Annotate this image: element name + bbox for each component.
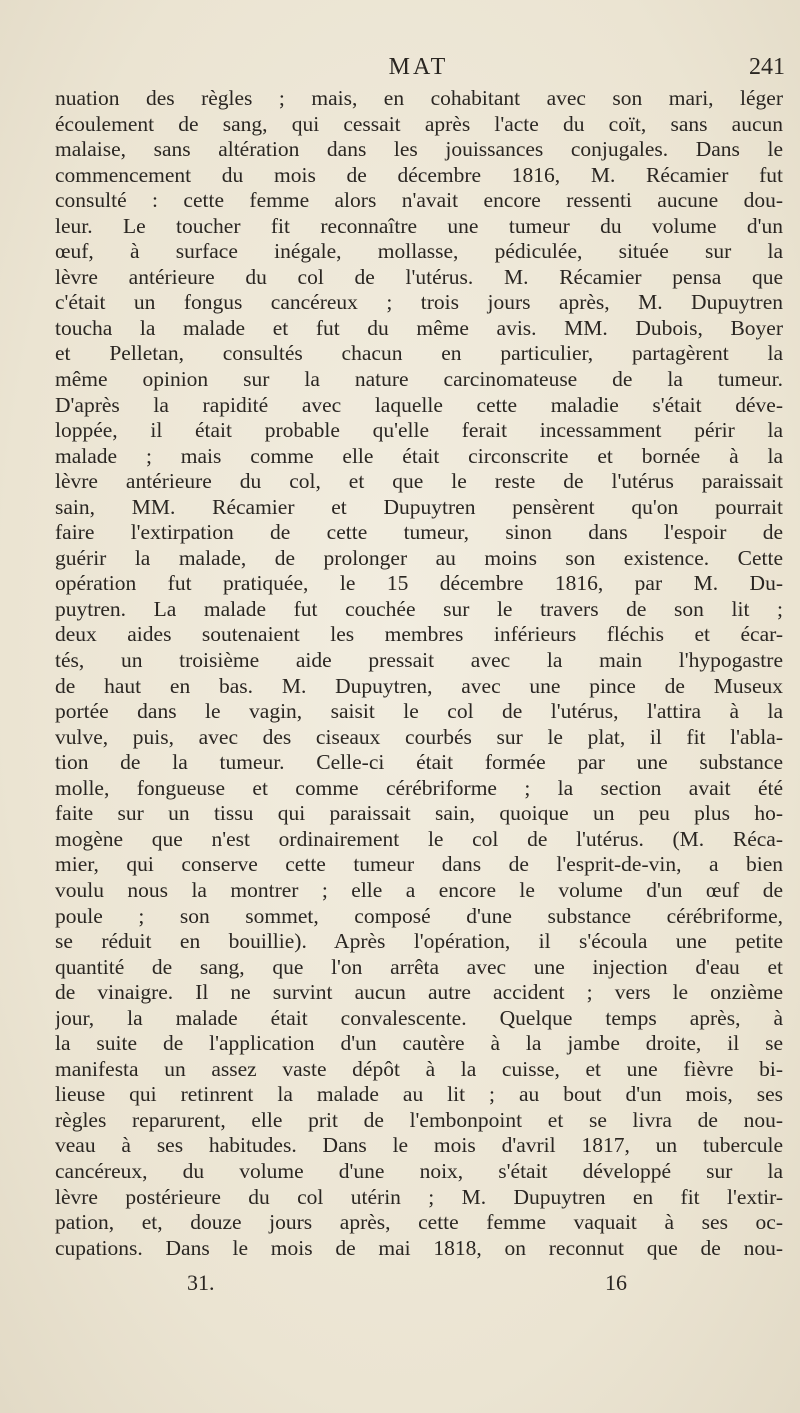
text-line: tés, un troisième aide pressait avec la main l'hypogastre [55, 648, 783, 673]
text-line: sain, MM. Récamier et Dupuytren pensèrent qu'on pourrait [55, 494, 783, 519]
running-title: MAT [388, 54, 449, 80]
text-line: mogène que n'est ordinairement le col de l'utérus. (M. Réca- [55, 826, 783, 851]
text-line: de haut en bas. M. Dupuytren, avec une pince de Museux [55, 673, 783, 698]
text-line: œuf, à surface inégale, mollasse, pédiculée, située sur la [55, 239, 783, 264]
text-line: règles reparurent, elle prit de l'embonpoint et se livra de nou- [55, 1107, 783, 1132]
text-line: nuation des règles ; mais, en cohabitant avec son mari, léger [55, 86, 783, 110]
body-text [55, 86, 783, 1261]
page-footer [55, 1268, 783, 1302]
text-line: lèvre antérieure du col de l'utérus. M. Récamier pensa que [55, 264, 783, 289]
text-line: D'après la rapidité avec laquelle cette maladie s'était déve- [55, 392, 783, 417]
text-line: faite sur un tissu qui paraissait sain, quoique un peu plus ho- [55, 801, 783, 826]
text-line: même opinion sur la nature carcinomateuse de la tumeur. [55, 367, 783, 392]
text-line: commencement du mois de décembre 1816, M. Récamier fut [55, 162, 783, 187]
text-line: mier, qui conserve cette tumeur dans de l'esprit-de-vin, a bien [55, 852, 783, 877]
text-line: et Pelletan, consultés chacun en particulier, partagèrent la [55, 341, 783, 366]
page-number: 241 [749, 54, 785, 80]
text-line: tion de la tumeur. Celle-ci était formée par une substance [55, 750, 783, 775]
signature-mark: 16 [605, 1270, 627, 1295]
text-line: cancéreux, du volume d'une noix, s'était développé sur la [55, 1158, 783, 1183]
text-line: faire l'extirpation de cette tumeur, sinon dans l'espoir de [55, 520, 783, 545]
text-line: quantité de sang, que l'on arrêta avec une injection d'eau et [55, 954, 783, 979]
text-line: molle, fongueuse et comme cérébriforme ; la section avait été [55, 775, 783, 800]
text-line: leur. Le toucher fit reconnaître une tumeur du volume d'un [55, 213, 783, 238]
text-line: deux aides soutenaient les membres inférieurs fléchis et écar- [55, 622, 783, 647]
text-line: vulve, puis, avec des ciseaux courbés sur le plat, il fit l'abla- [55, 724, 783, 749]
text-line: veau à ses habitudes. Dans le mois d'avril 1817, un tubercule [55, 1133, 783, 1158]
text-line: toucha la malade et fut du même avis. MM. Dubois, Boyer [55, 315, 783, 340]
text-line: manifesta un assez vaste dépôt à la cuisse, et une fièvre bi- [55, 1056, 783, 1081]
text-line: jour, la malade était convalescente. Quelque temps après, à [55, 1005, 783, 1030]
text-line: lèvre postérieure du col utérin ; M. Dupuytren en fit l'extir- [55, 1184, 783, 1209]
text-line: opération fut pratiquée, le 15 décembre 1816, par M. Du- [55, 571, 783, 596]
text-line: se réduit en bouillie). Après l'opération, il s'écoula une petite [55, 929, 783, 954]
text-line: loppée, il était probable qu'elle ferait incessamment périr la [55, 418, 783, 443]
running-head [52, 52, 785, 86]
text-line: c'était un fongus cancéreux ; trois jours après, M. Dupuytren [55, 290, 783, 315]
text-line: malade ; mais comme elle était circonscrite et bornée à la [55, 443, 783, 468]
text-line: voulu nous la montrer ; elle a encore le volume d'un œuf de [55, 877, 783, 902]
text-line: guérir la malade, de prolonger au moins son existence. Cette [55, 545, 783, 570]
text-line: pation, et, douze jours après, cette femme vaquait à ses oc- [55, 1210, 783, 1235]
text-line: puytren. La malade fut couchée sur le travers de son lit ; [55, 596, 783, 621]
text-line: lèvre antérieure du col, et que le reste de l'utérus paraissait [55, 469, 783, 494]
volume-mark: 31. [187, 1270, 215, 1295]
text-line: cupations. Dans le mois de mai 1818, on reconnut que de nou- [55, 1235, 783, 1260]
text-line: la suite de l'application d'un cautère à la jambe droite, il se [55, 1031, 783, 1056]
text-line: portée dans le vagin, saisit le col de l'utérus, l'attira à la [55, 699, 783, 724]
text-line: écoulement de sang, qui cessait après l'acte du coït, sans aucun [55, 111, 783, 136]
text-line: poule ; son sommet, composé d'une substance cérébriforme, [55, 903, 783, 928]
text-line: consulté : cette femme alors n'avait encore ressenti aucune dou- [55, 188, 783, 213]
text-line: de vinaigre. Il ne survint aucun autre accident ; vers le onzième [55, 980, 783, 1005]
text-line: lieuse qui retinrent la malade au lit ; au bout d'un mois, ses [55, 1082, 783, 1107]
text-line: malaise, sans altération dans les jouissances conjugales. Dans le [55, 137, 783, 162]
